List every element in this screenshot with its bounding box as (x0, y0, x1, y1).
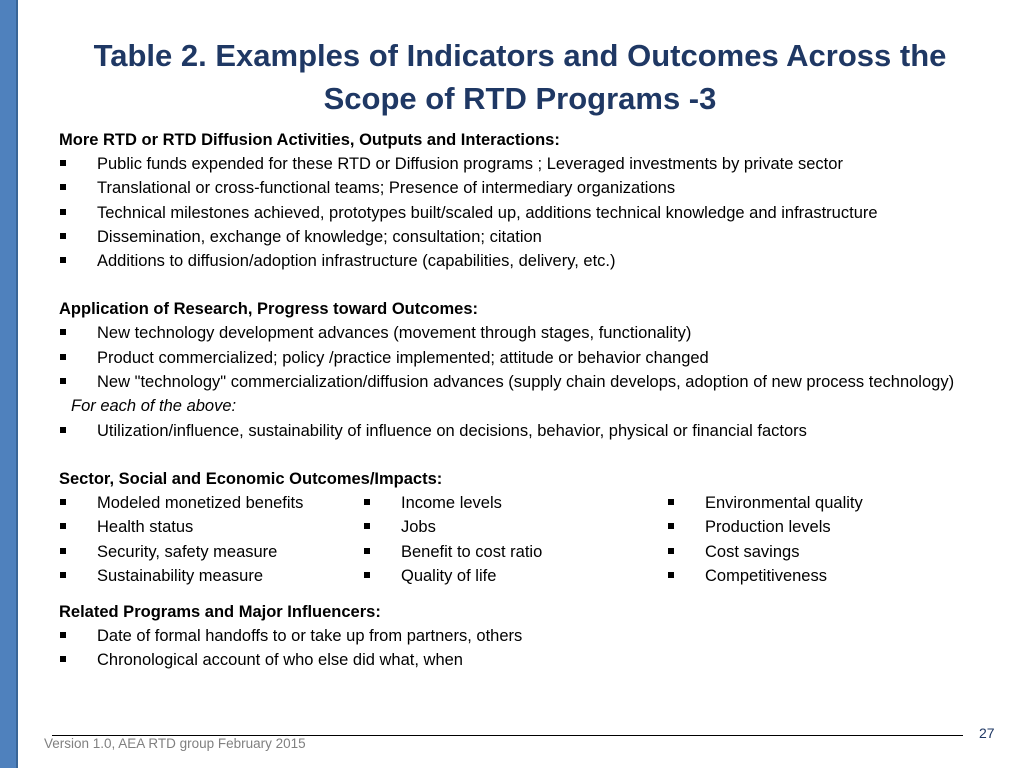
outcomes-columns (59, 491, 989, 588)
slide-content (59, 128, 989, 673)
bullet-item: Security, safety measure (59, 540, 363, 564)
bullet-item: Competitiveness (667, 564, 971, 588)
bullet-item: New "technology" commercialization/diffusion advances (supply chain develops, adoption of new process technology) (59, 370, 989, 394)
footer-version: Version 1.0, AEA RTD group February 2015 (44, 736, 306, 751)
bullet-item: Health status (59, 515, 363, 539)
bullet-item: Technical milestones achieved, prototypes built/scaled up, additions technical knowledge and infrastructure (59, 201, 989, 225)
bullet-item: Public funds expended for these RTD or Diffusion programs ; Leveraged investments by private sector (59, 152, 989, 176)
bullet-item: Sustainability measure (59, 564, 363, 588)
bullet-item: Dissemination, exchange of knowledge; consultation; citation (59, 225, 989, 249)
bullet-item: Product commercialized; policy /practice implemented; attitude or behavior changed (59, 346, 989, 370)
bullet-item: Additions to diffusion/adoption infrastructure (capabilities, delivery, etc.) (59, 249, 989, 273)
outcomes-column-1 (59, 491, 363, 588)
section-heading-activities: More RTD or RTD Diffusion Activities, Outputs and Interactions: (59, 131, 560, 149)
section-heading-outcomes: Sector, Social and Economic Outcomes/Impacts: (59, 469, 443, 488)
bullet-item: Date of formal handoffs to or take up from partners, others (59, 624, 989, 648)
bullet-item: Benefit to cost ratio (363, 540, 667, 564)
outcomes-column-3 (667, 491, 971, 588)
slide-title: Table 2. Examples of Indicators and Outcomes Across the Scope of RTD Programs -3 (93, 38, 947, 116)
section-heading-application: Application of Research, Progress toward Outcomes: (59, 300, 479, 319)
italic-note: For each of the above: (71, 397, 237, 416)
bullet-item: Translational or cross-functional teams; Presence of intermediary organizations (59, 176, 989, 200)
bullet-item: Production levels (667, 515, 971, 539)
bullet-item: Quality of life (363, 564, 667, 588)
bullet-item: Modeled monetized benefits (59, 491, 363, 515)
bullet-item: Utilization/influence, sustainability of influence on decisions, behavior, physical or financial factors (59, 419, 989, 443)
bullet-item: Cost savings (667, 540, 971, 564)
outcomes-column-2 (363, 491, 667, 588)
bullet-item: Jobs (363, 515, 667, 539)
bullet-item: Income levels (363, 491, 667, 515)
left-accent-bar (0, 0, 18, 768)
bullet-item: New technology development advances (movement through stages, functionality) (59, 321, 989, 345)
page-number: 27 (979, 725, 995, 741)
bullet-item: Chronological account of who else did what, when (59, 648, 989, 672)
section-heading-related: Related Programs and Major Influencers: (59, 603, 381, 622)
bullet-item: Environmental quality (667, 491, 971, 515)
